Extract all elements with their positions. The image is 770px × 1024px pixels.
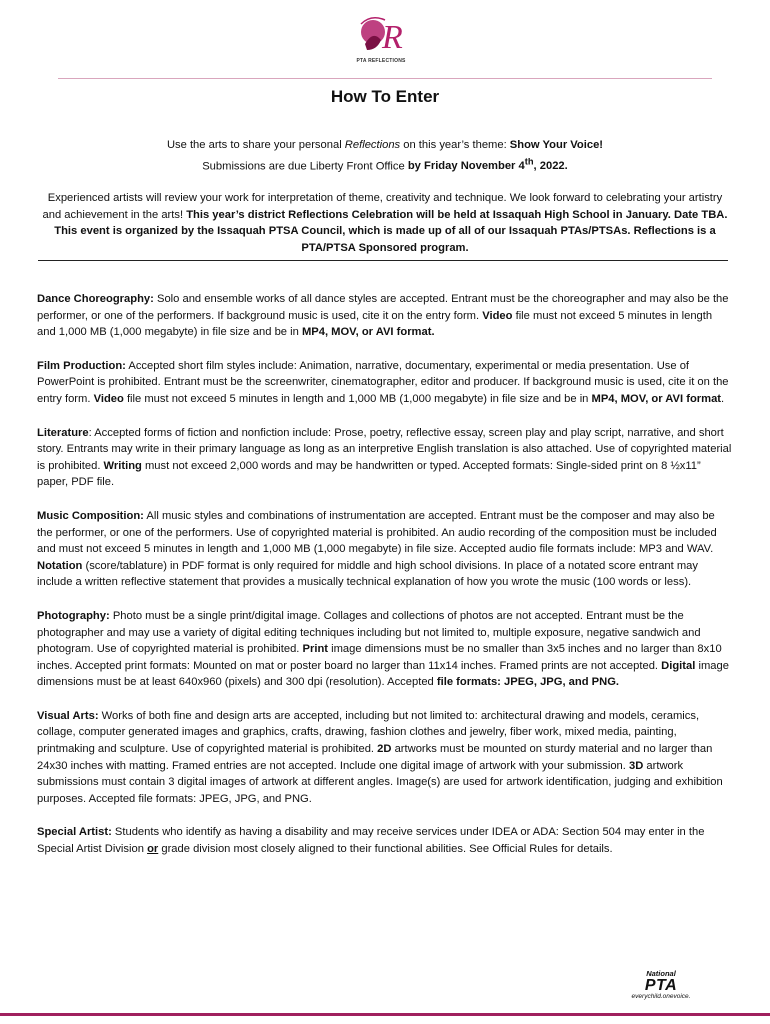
film-section: Film Production: Accepted short film styles include: Animation, narrative, documentary, experimental or media presentation. Use of PowerPoint is prohibited. Entrant must be the screenwriter, cinematographer, editor and producer. If background music is used, cite it on the entry form. Video file must not exceed 5 minutes in length and 1,000 MB (1,000 megabyte) in file size and be in MP4, MOV, or AVI format.: [37, 359, 729, 405]
intro-line-2: Submissions are due Liberty Front Office by Friday November 4th, 2022.: [202, 156, 568, 173]
intro-block: [40, 137, 730, 256]
dance-section: Dance Choreography: Solo and ensemble works of all dance styles are accepted. Entrant must be the choreographer and may also be the performer, or one of the performers. If background music is used, cite it on the entry form. Video file must not exceed 5 minutes in length and 1,000 MB (1,000 megabyte) in file size and be in MP4, MOV, or AVI format.: [37, 293, 729, 339]
photography-section: Photography: Photo must be a single print/digital image. Collages and collections of photos are not accepted. Entrant must be the photographer and may use a variety of digital editing techniques including but not limited to, multiple exposure, negative sandwich and photogram. Use of copyrighted material is prohibited. Print image dimensions must be no smaller than 3x5 inches and no larger than 8x10 inches. Accepted print formats: Mounted on mat or poster board no larger than 11x14 inches. Framed prints are not accepted. Digital image dimensions must be at least 640x960 (pixels) and 300 dpi (resolution). Accepted file formats: JPEG, JPG, and PNG.: [37, 609, 729, 689]
top-divider: [58, 78, 712, 79]
section-divider: [38, 260, 728, 261]
visual-arts-section: Visual Arts: Works of both fine and design arts are accepted, including but not limited to: architectural drawing and models, ceramics, collage, computer generated images and graphics, crafts, drawing, fashion clothes and jewelry, fiber work, mixed media, painting, printmaking and sculpture. Use of copyrighted material is prohibited. 2D artworks must be mounted on sturdy material and no larger than 24x30 inches with matting. Framed entries are not accepted. Include one digital image of artwork with your submission. 3D artwork submissions must contain 3 digital images of artwork at different angles. Image(s) are used for artwork identification, judging and exhibition purposes. Accepted file formats: JPEG, JPG, and PNG.: [37, 709, 723, 805]
bottom-accent-bar: [0, 1013, 770, 1016]
special-artist-section: Special Artist: Students who identify as having a disability and may receive services under IDEA or ADA: Section 504 may enter in the Special Artist Division or grade division most closely aligned to their functional abilities. See Official Rules for details.: [37, 826, 705, 856]
national-pta-logo: National PTA everychild.onevoice.: [631, 969, 691, 1000]
page-title: How To Enter: [330, 87, 440, 106]
logo-caption: PTA REFLECTIONS: [356, 58, 406, 64]
music-section: Music Composition: All music styles and combinations of instrumentation are accepted. Entrant must be the composer and may also be the performer, or one of the performers. Use of copyrighted material is prohibited. An audio recording of the composition must be included and must not exceed 5 minutes in length and 1,000 MB (1,000 megabyte) in file size. Accepted audio file formats include: MP3 and WAV. Notation (score/tablature) in PDF format is only required for middle and high school divisions. In place of a notated score entrant may include a written reflective statement that provides a musically technical explanation of how you wrote the music (100 words or less).: [37, 509, 717, 589]
literature-section: Literature: Accepted forms of fiction and nonfiction include: Prose, poetry, reflective essay, screen play and play script, narrative, and short story. Entrants may write in their primary language as long as an interpretive English translation is also attached. Use of copyrighted material is prohibited. Writing must not exceed 2,000 words and may be handwritten or typed. Accepted formats: Single-sided print on 8 ½x11” paper, PDF file.: [37, 426, 732, 489]
intro-line-1: Use the arts to share your personal Reflections on this year’s theme: Show Your Voice!: [166, 139, 604, 151]
reflections-r-icon: [351, 10, 411, 58]
pta-reflections-logo: [346, 10, 416, 66]
svg-text:R: R: [382, 19, 403, 56]
category-sections: [37, 291, 732, 875]
intro-paragraph: Experienced artists will review your work for interpretation of theme, creativity and technique. We look forward to celebrating your artistry and achievement in the arts! This year’s district Reflections Celebration will be held at Issaquah High School in January. Date TBA. This event is organized by the Issaquah PTSA Council, which is made up of all of our Issaquah PTAs/PTSAs. Reflections is a PTA/PTSA Sponsored program.: [42, 191, 728, 254]
